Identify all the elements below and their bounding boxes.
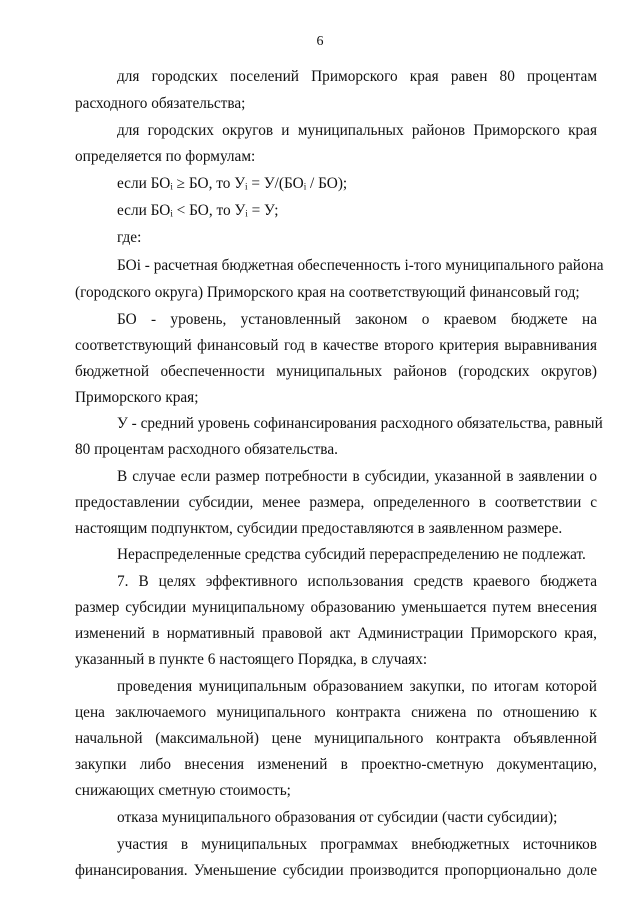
text-line: для городских округов и муниципальных районов Приморского края [117,122,597,139]
text-line: указанный в пункте 6 настоящего Порядка, в случаях: [75,651,428,668]
text-line: бюджетной обеспеченности муниципальных районов (городских округов) [75,363,597,380]
text-line: закупки либо внесения изменений в проектно-сметную документацию, [75,756,597,773]
text-line: Приморского края; [75,389,199,406]
text-line: БО - уровень, установленный законом о краевом бюджете на [117,311,597,328]
text-line: отказа муниципального образования от субсидии (части субсидии); [117,809,558,826]
formula-line: если БОᵢ ≥ БО, то Уᵢ = У/(БОᵢ / БО); [117,175,348,192]
text-line: настоящим подпунктом, субсидии предоставляются в заявленном размере. [75,520,563,537]
text-line: определяется по формулам: [75,148,256,165]
text-line: предоставлении субсидии, менее размера, определенного в соответствии с [75,494,597,511]
text-line: БОi - расчетная бюджетная обеспеченность i-того муниципального района [117,257,604,274]
text-line: для городских поселений Приморского края равен 80 процентам [117,68,597,85]
page-number: 6 [316,34,324,49]
text-line: У - средний уровень софинансирования расходного обязательства, равный [117,415,603,432]
text-line: расходного обязательства; [75,95,246,112]
text-line: финансирования. Уменьшение субсидии производится пропорционально доле [75,862,597,879]
text-line: (городского округа) Приморского края на соответствующий финансовый год; [75,284,580,301]
text-line: цена заключаемого муниципального контракта снижена по отношению к [75,704,597,721]
text-line: начальной (максимальной) цене муниципального контракта объявленной [75,730,597,747]
text-line: соответствующий финансовый год в качестве второго критерия выравнивания [75,337,597,354]
text-line: Нераспределенные средства субсидий перераспределению не подлежат. [117,546,586,563]
text-line: где: [117,229,142,246]
text-line: снижающих сметную стоимость; [75,782,291,799]
text-line: размер субсидии муниципальному образованию уменьшается путем внесения [75,599,597,616]
text-line: изменений в нормативный правовой акт Администрации Приморского края, [75,625,597,642]
text-line: В случае если размер потребности в субсидии, указанной в заявлении о [117,468,597,485]
text-line: участия в муниципальных программах внебюджетных источников [117,836,597,853]
text-line: проведения муниципальным образованием закупки, по итогам которой [117,678,597,695]
formula-line: если БОᵢ < БО, то Уᵢ = У; [117,202,279,219]
text-line: 80 процентам расходного обязательства. [75,441,338,458]
text-line: 7. В целях эффективного использования средств краевого бюджета [117,573,597,590]
